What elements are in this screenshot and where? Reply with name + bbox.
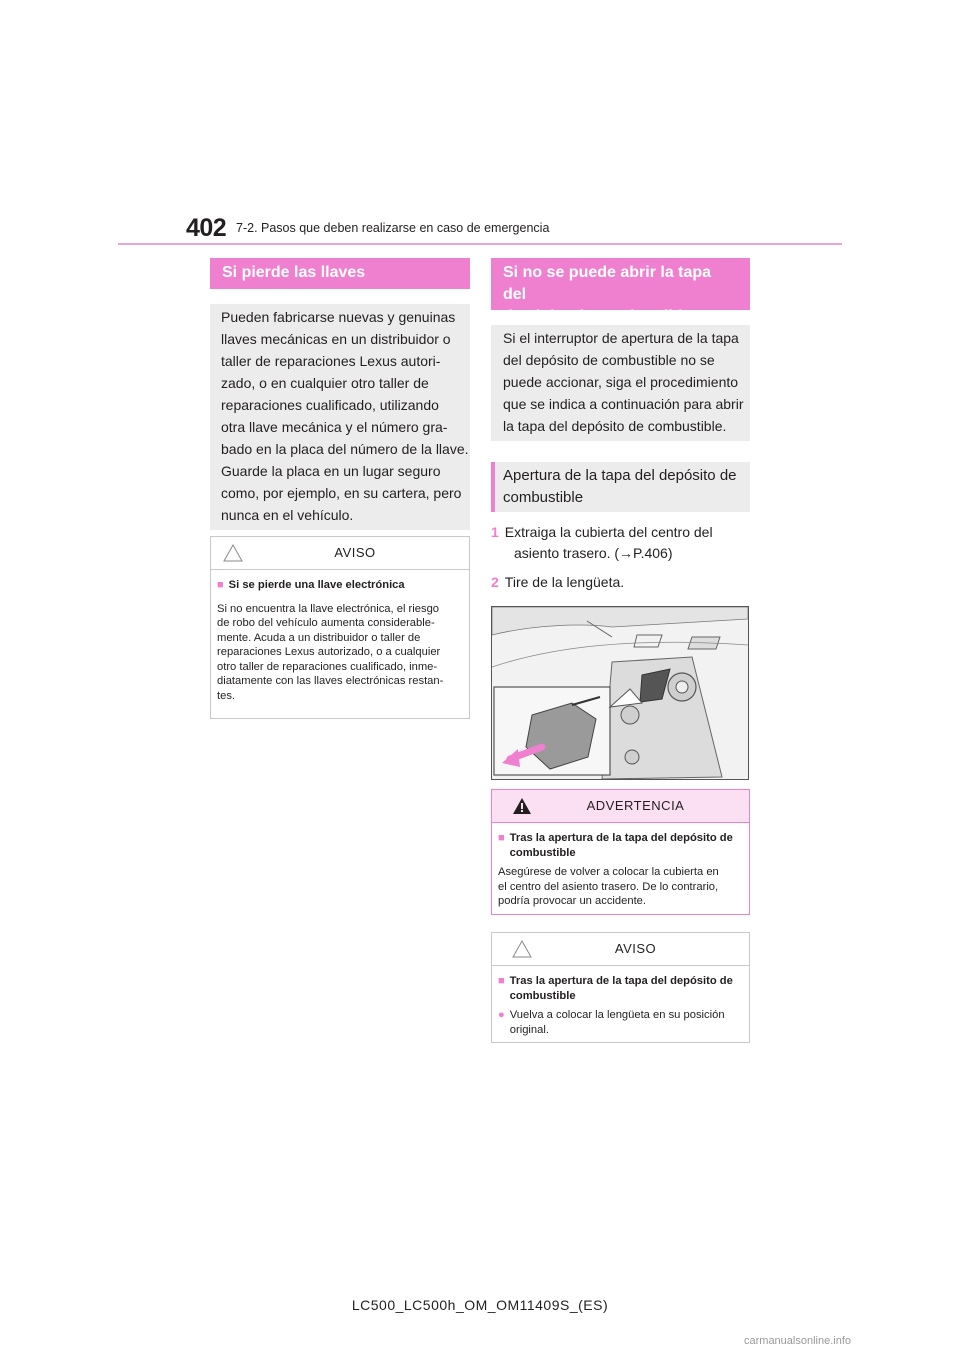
warning-subheading xyxy=(498,831,743,860)
notice-line: otro taller de reparaciones cualificado, inme- xyxy=(217,660,438,673)
subheading-opening-fuel-door xyxy=(491,462,750,512)
fuel-tab-drawing-icon xyxy=(492,607,748,779)
intro-line: del depósito de combustible no se xyxy=(503,352,715,368)
notice-box-lost-key xyxy=(210,536,470,719)
notice-bullet-line: Vuelva a colocar la lengüeta en su posición xyxy=(509,1009,725,1021)
header-rule xyxy=(118,243,842,245)
notice-subheading xyxy=(217,578,463,593)
square-bullet-icon: ■ xyxy=(498,832,505,844)
notice-line: tes. xyxy=(217,689,236,702)
section-heading-fuel-door xyxy=(491,258,750,325)
notice-bullet-line: original. xyxy=(509,1023,549,1036)
notice-box-fuel-tab xyxy=(491,932,750,1043)
notice-subheading xyxy=(498,974,743,1003)
paragraph-line: zado, o en cualquier otro taller de xyxy=(221,375,429,391)
notice-label: AVISO xyxy=(614,941,657,956)
watermark: carmanualsonline.info xyxy=(744,1335,852,1347)
intro-line: que se indica a continuación para abrir xyxy=(503,396,744,412)
step-text: asiento trasero. (→P.406) xyxy=(514,545,673,561)
notice-line: reparaciones Lexus autorizado, o a cualquier xyxy=(217,646,441,658)
notice-subheading-text: Si se pierde una llave electrónica xyxy=(228,579,405,591)
step-text: Tire de la lengüeta. xyxy=(504,574,625,590)
notice-header xyxy=(211,537,469,570)
intro-line: la tapa del depósito de combustible. xyxy=(503,418,727,434)
notice-header xyxy=(492,933,749,966)
paragraph-line: reparaciones cualificado, utilizando xyxy=(221,397,439,413)
lost-keys-paragraph xyxy=(210,304,470,530)
square-bullet-icon: ■ xyxy=(217,579,224,591)
paragraph-line: otra llave mecánica y el número gra- xyxy=(221,419,448,435)
notice-subheading-text xyxy=(510,974,733,1003)
step-number: 2 xyxy=(491,574,499,590)
notice-line: diatamente con las llaves electrónicas restan- xyxy=(217,675,444,687)
paragraph-line: como, por ejemplo, en su cartera, pero xyxy=(221,485,462,501)
warning-subheading-line: combustible xyxy=(509,846,576,859)
notice-line: de robo del vehículo aumenta considerable- xyxy=(217,617,435,629)
paragraph-line: llaves mecánicas en un distribuidor o xyxy=(221,331,451,347)
notice-bullet-text xyxy=(510,1008,725,1037)
section-heading-fuel-door-line: Si no se puede abrir la tapa del xyxy=(503,264,712,303)
fuel-door-tab-illustration xyxy=(491,606,749,780)
section-heading-fuel-door-line: depósito de combustible xyxy=(503,308,692,325)
paragraph-line: Guarde la placa en un lugar seguro xyxy=(221,463,441,479)
warning-body xyxy=(492,823,749,917)
warning-header xyxy=(492,790,749,823)
step-text: Extraiga la cubierta del centro del xyxy=(504,524,713,540)
subheading-accent-bar xyxy=(491,462,495,512)
warning-subheading-line: Tras la apertura de la tapa del depósito de xyxy=(509,832,733,844)
notice-body xyxy=(492,966,749,1045)
warning-subheading-text xyxy=(510,831,733,860)
warning-line: Asegúrese de volver a colocar la cubierta en xyxy=(498,866,719,878)
notice-bullet-item xyxy=(498,1008,743,1037)
warning-label: ADVERTENCIA xyxy=(586,798,685,813)
notice-line: mente. Acuda a un distribuidor o taller de xyxy=(217,631,421,644)
intro-line: puede accionar, siga el procedimiento xyxy=(503,374,739,390)
notice-subheading-line: Tras la apertura de la tapa del depósito de xyxy=(509,975,733,987)
paragraph-line: nunca en el vehículo. xyxy=(221,507,354,523)
warning-box-fuel-door xyxy=(491,789,750,915)
step-2 xyxy=(491,572,751,593)
subheading-line: Apertura de la tapa del depósito de xyxy=(503,467,737,484)
paragraph-line: taller de reparaciones Lexus autori- xyxy=(221,353,441,369)
chapter-title: 7-2. Pasos que deben realizarse en caso de emergencia xyxy=(236,221,550,235)
page-number: 402 xyxy=(186,214,227,242)
notice-subheading-line: combustible xyxy=(509,989,576,1002)
notice-line: Si no encuentra la llave electrónica, el riesgo xyxy=(217,602,440,615)
subheading-line: combustible xyxy=(503,489,584,506)
square-bullet-icon: ■ xyxy=(498,975,505,987)
notice-label: AVISO xyxy=(334,545,376,560)
footer-manual-code: LC500_LC500h_OM_OM11409S_(ES) xyxy=(351,1297,609,1313)
section-heading-lost-keys-text: Si pierde las llaves xyxy=(222,264,366,281)
notice-body xyxy=(211,570,469,711)
circle-bullet-icon: ● xyxy=(498,1009,505,1021)
warning-line: podría provocar un accidente. xyxy=(498,895,647,907)
paragraph-line: Pueden fabricarse nuevas y genuinas xyxy=(221,309,456,325)
fuel-door-intro xyxy=(491,325,750,441)
intro-line: Si el interruptor de apertura de la tapa xyxy=(503,330,739,346)
warning-line: el centro del asiento trasero. De lo contrario, xyxy=(498,880,719,893)
step-1 xyxy=(491,522,751,564)
section-heading-lost-keys xyxy=(210,258,470,289)
step-number: 1 xyxy=(491,524,499,540)
paragraph-line: bado en la placa del número de la llave. xyxy=(221,441,469,457)
